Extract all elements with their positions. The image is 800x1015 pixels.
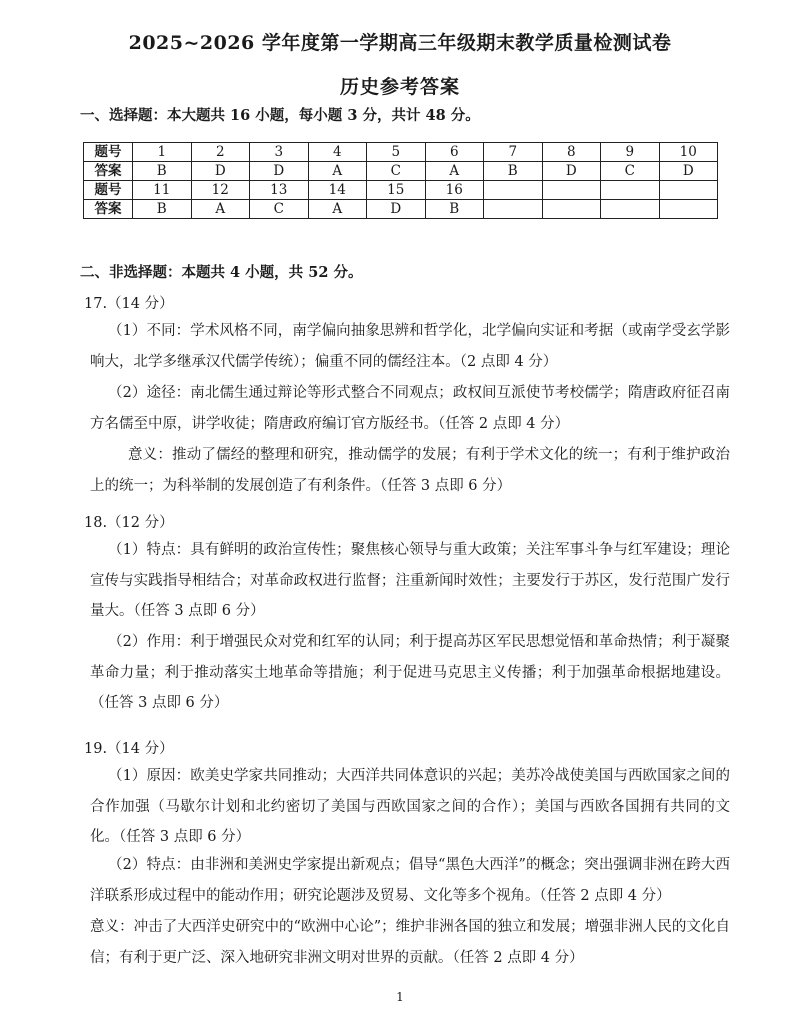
- table-cell: D: [659, 162, 718, 181]
- table-cell: 13: [250, 181, 309, 200]
- question-17-answer-2: （2）途径：南北儒生通过辩论等形式整合不同观点；政权间互派使节考校儒学；隋唐政府征召南方名儒至中原，讲学收徒；隋唐政府编订官方版经书。（任答 2 点即 4 分）: [90, 385, 730, 432]
- table-cell: D: [250, 162, 309, 181]
- table-cell: [601, 200, 660, 219]
- table-cell: 11: [133, 181, 192, 200]
- table-header-cell: 题号: [84, 143, 133, 162]
- section2-heading: 二、非选择题：本题共 4 小题，共 52 分。: [80, 264, 363, 281]
- question-19-significance: 意义：冲击了大西洋史研究中的“欧洲中心论”；维护非洲各国的独立和发展；增强非洲人民的文化自信；有利于更广泛、深入地研究非洲文明对世界的贡献。（任答 2 点即 4 分）: [90, 919, 730, 966]
- table-cell: 8: [542, 143, 601, 162]
- table-cell: [542, 181, 601, 200]
- table-cell: A: [308, 162, 367, 181]
- table-cell: 14: [308, 181, 367, 200]
- table-row: [84, 181, 718, 200]
- answer-table: [83, 142, 718, 219]
- table-cell: 10: [659, 143, 718, 162]
- table-cell: B: [133, 200, 192, 219]
- table-cell: D: [367, 200, 426, 219]
- question-18-answer-2: （2）作用：利于增强民众对党和红军的认同；利于提高苏区军民思想觉悟和革命热情；利于凝聚革命力量；利于推动落实土地革命等措施；利于促进马克思主义传播；利于加强革命根据地建设。（任答 3 点即 6 分）: [90, 634, 730, 711]
- table-cell: 6: [425, 143, 484, 162]
- question-18-label: 18.（12 分）: [84, 515, 174, 531]
- table-cell: 12: [191, 181, 250, 200]
- table-cell: A: [425, 162, 484, 181]
- table-cell: D: [542, 162, 601, 181]
- table-cell: B: [425, 200, 484, 219]
- table-cell: 2: [191, 143, 250, 162]
- table-header-cell: 答案: [84, 200, 133, 219]
- table-row: [84, 143, 718, 162]
- table-row: [84, 162, 718, 181]
- table-cell: [659, 200, 718, 219]
- question-17-significance: 意义：推动了儒经的整理和研究，推动儒学的发展；有利于学术文化的统一；有利于维护政治上的统一；为科举制的发展创造了有利条件。（任答 3 点即 6 分）: [90, 447, 730, 494]
- table-cell: 7: [484, 143, 543, 162]
- question-17-answer-1: （1）不同：学术风格不同，南学偏向抽象思辨和哲学化，北学偏向实证和考据（或南学受玄学影响大，北学多继承汉代儒学传统）；偏重不同的儒经注本。（2 点即 4 分）: [90, 323, 730, 370]
- question-19-label: 19.（14 分）: [84, 741, 174, 757]
- table-cell: A: [308, 200, 367, 219]
- table-cell: A: [191, 200, 250, 219]
- table-header-cell: 答案: [84, 162, 133, 181]
- table-cell: 16: [425, 181, 484, 200]
- table-cell: B: [484, 162, 543, 181]
- table-header-cell: 题号: [84, 181, 133, 200]
- table-cell: D: [191, 162, 250, 181]
- table-row: [84, 200, 718, 219]
- table-cell: [484, 181, 543, 200]
- question-17-label: 17.（14 分）: [84, 296, 174, 312]
- table-cell: 5: [367, 143, 426, 162]
- table-cell: 9: [601, 143, 660, 162]
- exam-title: 2025~2026 学年度第一学期高三年级期末教学质量检测试卷: [128, 32, 672, 54]
- table-cell: C: [601, 162, 660, 181]
- exam-subtitle: 历史参考答案: [339, 76, 460, 98]
- table-cell: 15: [367, 181, 426, 200]
- table-cell: [601, 181, 660, 200]
- question-18-answer-1: （1）特点：具有鲜明的政治宣传性；聚焦核心领导与重大政策；关注军事斗争与红军建设；理论宣传与实践指导相结合；对革命政权进行监督；注重新闻时效性；主要发行于苏区，发行范围广发行量大。（任答 3 点即 6 分）: [90, 542, 730, 619]
- table-cell: 1: [133, 143, 192, 162]
- table-cell: C: [250, 200, 309, 219]
- question-19-answer-2: （2）特点：由非洲和美洲史学家提出新观点；倡导“黑色大西洋”的概念；突出强调非洲在跨大西洋联系形成过程中的能动作用；研究论题涉及贸易、文化等多个视角。（任答 2 点即 4 分）: [90, 857, 730, 904]
- table-cell: B: [133, 162, 192, 181]
- table-cell: [659, 181, 718, 200]
- table-cell: C: [367, 162, 426, 181]
- question-19-answer-1: （1）原因：欧美史学家共同推动；大西洋共同体意识的兴起；美苏冷战使美国与西欧国家之间的合作加强（马歇尔计划和北约密切了美国与西欧国家之间的合作）；美国与西欧各国拥有共同的文化。（任答 3 点即 6 分）: [90, 768, 730, 845]
- table-cell: 4: [308, 143, 367, 162]
- table-cell: [542, 200, 601, 219]
- page-number: 1: [396, 990, 404, 1004]
- section1-heading: 一、选择题：本大题共 16 小题，每小题 3 分，共计 48 分。: [80, 107, 480, 124]
- table-cell: 3: [250, 143, 309, 162]
- table-cell: [484, 200, 543, 219]
